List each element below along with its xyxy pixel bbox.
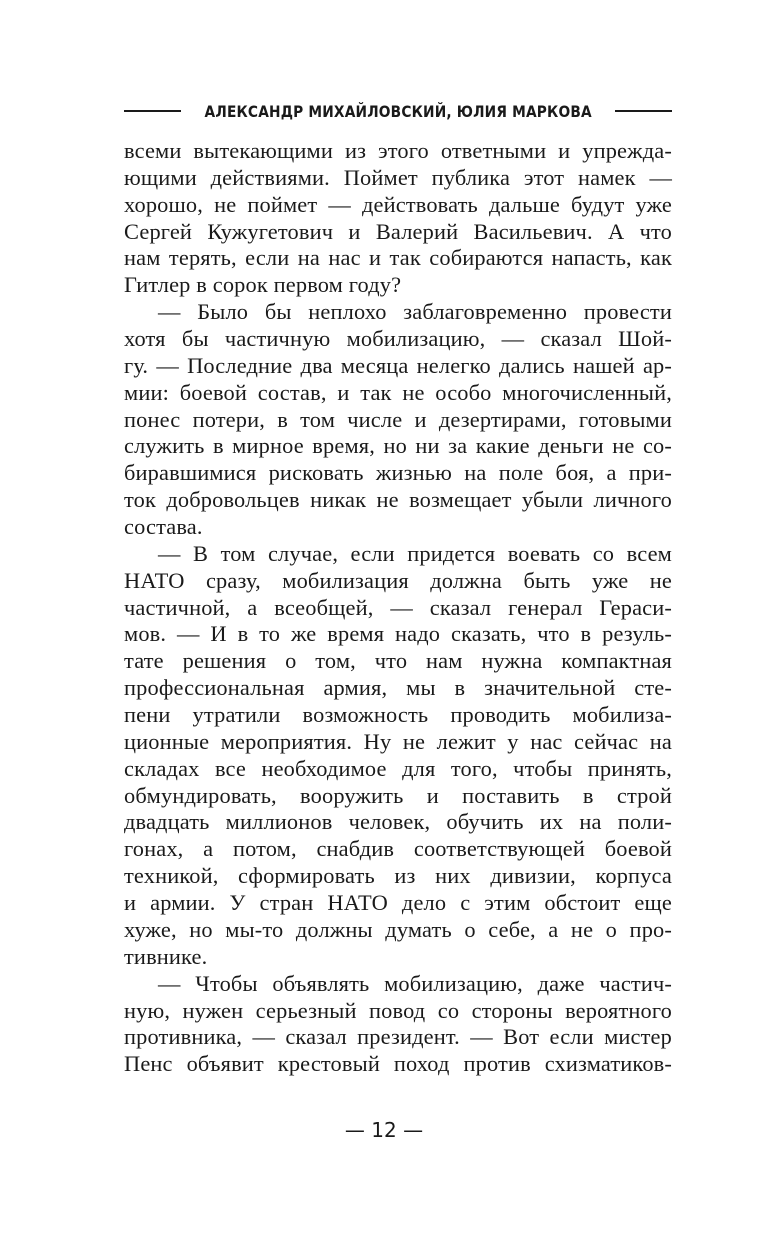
text-line: противника, — сказал президент. — Вот если мистер xyxy=(124,1024,672,1050)
right-rule xyxy=(615,110,672,112)
text-line: профессиональная армия, мы в значительной сте- xyxy=(124,675,672,701)
running-head xyxy=(124,96,672,126)
text-line: хорошо, не поймет — действовать дальше будут уже xyxy=(124,191,672,217)
text-line: нам терять, если на нас и так собираются напасть, как xyxy=(124,245,672,271)
left-rule xyxy=(124,110,181,112)
text-line: частичной, а всеобщей, — сказал генерал Гераси- xyxy=(124,594,672,620)
text-line: всеми вытекающими из этого ответными и упрежда- xyxy=(124,138,672,163)
text-line: Сергей Кужугетович и Валерий Васильевич. А что xyxy=(124,218,672,244)
text-line: хуже, но мы-то должны думать о себе, а не о про- xyxy=(124,916,672,942)
text-line: — Чтобы объявлять мобилизацию, даже частич- xyxy=(158,970,672,996)
text-line: и армии. У стран НАТО дело с этим обстоит еще xyxy=(124,890,672,916)
text-line: состава. xyxy=(124,514,203,540)
text-line: НАТО сразу, мобилизация должна быть уже не xyxy=(124,567,672,593)
text-line: тате решения о том, что нам нужна компактная xyxy=(124,648,672,674)
text-line: Пенс объявит крестовый поход против схизматиков- xyxy=(124,1051,672,1077)
text-line: мии: боевой состав, и так не особо многочисленный, xyxy=(124,379,672,405)
text-line: гонах, а потом, снабдив соответствующей боевой xyxy=(124,836,672,862)
running-title: АЛЕКСАНДР МИХАЙЛОВСКИЙ, ЮЛИЯ МАРКОВА xyxy=(204,101,592,121)
text-line: ток добровольцев никак не возмещает убыли личного xyxy=(124,487,672,513)
page-body xyxy=(124,138,672,1078)
text-line: ющими действиями. Поймет публика этот намек — xyxy=(124,164,672,190)
text-line: пени утратили возможность проводить мобилиза- xyxy=(124,702,672,728)
text-line: техникой, сформировать из них дивизии, корпуса xyxy=(124,863,672,889)
text-line: обмундировать, вооружить и поставить в строй xyxy=(124,782,672,808)
text-line: Гитлер в сорок первом году? xyxy=(124,272,402,298)
text-line: биравшимися рисковать жизнью на поле боя, а при- xyxy=(124,460,672,486)
page-number: — 12 — xyxy=(344,1118,424,1142)
text-line: — В том случае, если придется воевать со всем xyxy=(158,540,672,566)
text-line: двадцать миллионов человек, обучить их на поли- xyxy=(124,809,672,835)
text-line: ную, нужен серьезный повод со стороны вероятного xyxy=(124,997,672,1023)
text-line: хотя бы частичную мобилизацию, — сказал Шой- xyxy=(124,326,672,352)
text-line: ционные мероприятия. Ну не лежит у нас сейчас на xyxy=(124,728,672,754)
text-line: тивнике. xyxy=(124,943,208,969)
text-line: мов. — И в то же время надо сказать, что в резуль- xyxy=(124,621,672,647)
text-line: — Было бы неплохо заблаговременно провести xyxy=(158,299,672,325)
text-line: складах все необходимое для того, чтобы принять, xyxy=(124,755,672,781)
text-line: гу. — Последние два месяца нелегко дались нашей ар- xyxy=(124,352,672,378)
text-line: служить в мирное время, но ни за какие деньги не со- xyxy=(124,433,672,459)
text-line: понес потери, в том числе и дезертирами, готовыми xyxy=(124,406,672,432)
